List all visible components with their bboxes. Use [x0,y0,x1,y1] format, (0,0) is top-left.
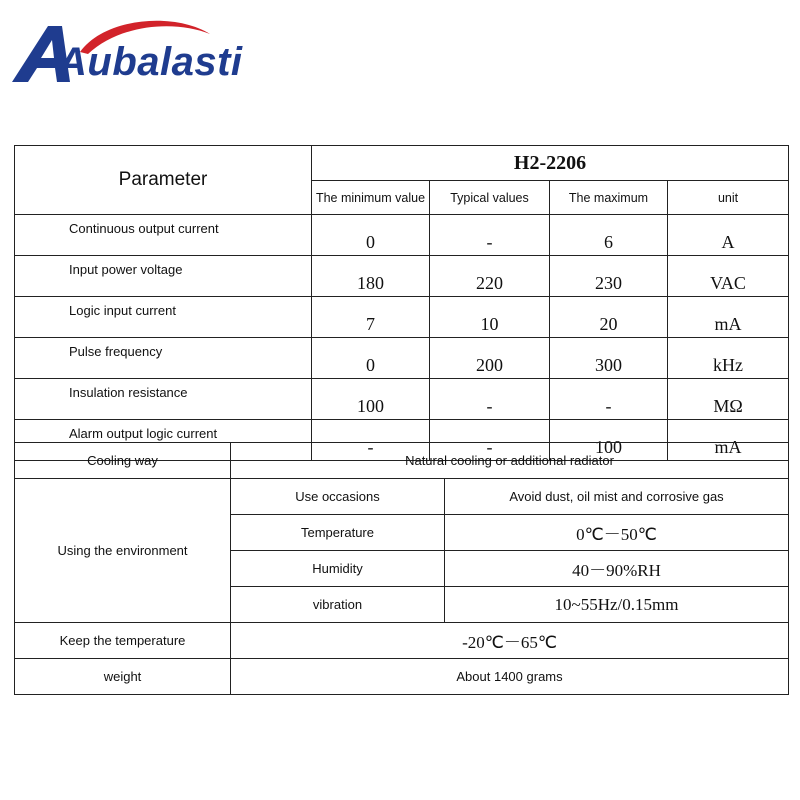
env-row-label: Use occasions [231,479,445,515]
typ-value: - [430,215,550,256]
row-label: Alarm output logic current [15,420,312,461]
table-row [15,623,789,659]
weight-label: weight [15,659,231,695]
row-label: Input power voltage [15,256,312,297]
min-value: - [312,420,430,461]
table-row [15,443,789,479]
typ-value: 220 [430,256,550,297]
col-max-header: The maximum [550,181,668,215]
unit-value: VAC [668,256,789,297]
min-value: 7 [312,297,430,338]
min-value: 100 [312,379,430,420]
max-value: - [550,379,668,420]
model-header: H2-2206 [312,146,789,181]
spec-table [14,145,789,461]
row-label: Insulation resistance [15,379,312,420]
max-value: 230 [550,256,668,297]
cooling-label: Cooling way [15,443,231,479]
col-min-header: The minimum value [312,181,430,215]
max-value: 100 [550,420,668,461]
table-row [15,479,789,515]
table-row [15,215,789,256]
row-label: Continuous output current [15,215,312,256]
row-label: Pulse frequency [15,338,312,379]
typ-value: - [430,420,550,461]
max-value: 6 [550,215,668,256]
storage-temp-value: -20℃－65℃ [231,623,789,659]
row-label: Logic input current [15,297,312,338]
table-row [15,338,789,379]
typ-value: - [430,379,550,420]
unit-value: mA [668,297,789,338]
table-row [15,256,789,297]
max-value: 300 [550,338,668,379]
env-row-value: 40－90%RH [445,551,789,587]
unit-value: MΩ [668,379,789,420]
min-value: 0 [312,338,430,379]
environment-label: Using the environment [15,479,231,623]
env-row-label: Temperature [231,515,445,551]
unit-value: kHz [668,338,789,379]
typ-value: 10 [430,297,550,338]
parameter-header: Parameter [15,146,312,215]
typ-value: 200 [430,338,550,379]
table-row [15,659,789,695]
brand-name: Aubalasti [58,40,243,84]
min-value: 0 [312,215,430,256]
env-row-label: vibration [231,587,445,623]
storage-temp-label: Keep the temperature [15,623,231,659]
cooling-value: Natural cooling or additional radiator [231,443,789,479]
table-row [15,297,789,338]
brand-logo [10,12,270,92]
env-row-value: 10~55Hz/0.15mm [445,587,789,623]
environment-table [14,442,789,695]
max-value: 20 [550,297,668,338]
min-value: 180 [312,256,430,297]
unit-value: A [668,215,789,256]
env-row-value: Avoid dust, oil mist and corrosive gas [445,479,789,515]
table-row [15,379,789,420]
weight-value: About 1400 grams [231,659,789,695]
env-row-label: Humidity [231,551,445,587]
unit-value: mA [668,420,789,461]
col-typ-header: Typical values [430,181,550,215]
col-unit-header: unit [668,181,789,215]
env-row-value: 0℃－50℃ [445,515,789,551]
